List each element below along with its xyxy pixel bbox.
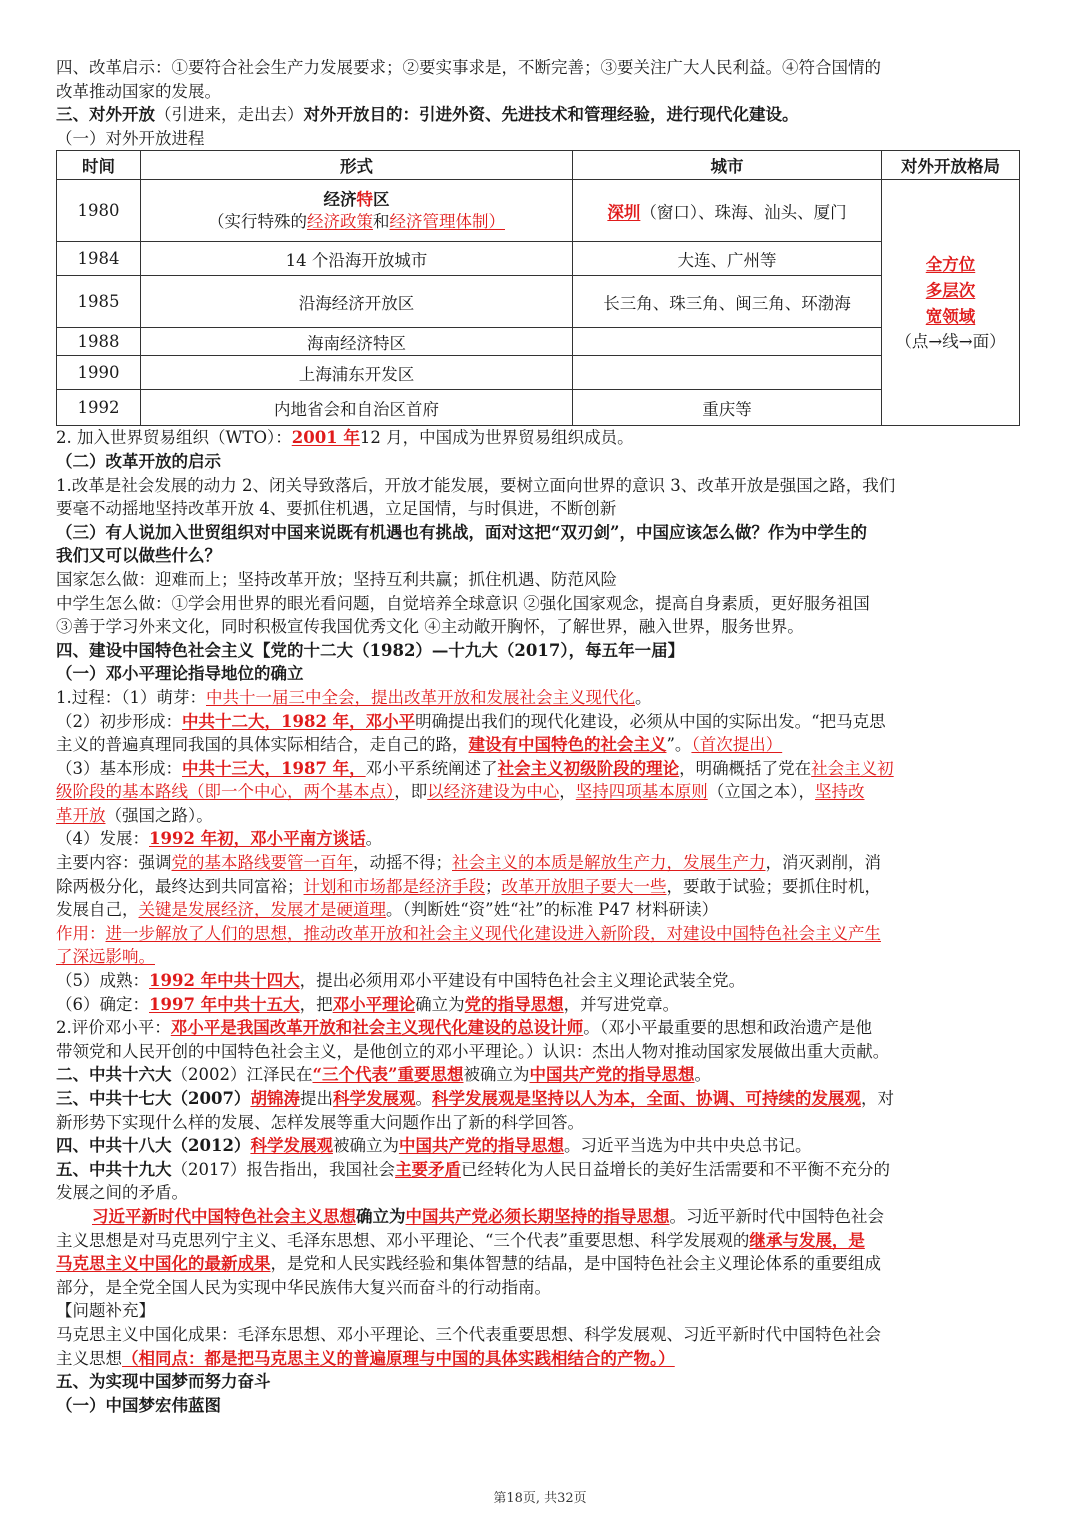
process-step-5: （5）成熟：1992 年中共十四大，提出必须用邓小平建设有中国特色社会主义理论武装全党。 — [56, 971, 746, 991]
page-number: 第18页, 共32页 — [493, 1491, 587, 1506]
main-content-line-3: 发展自己，关键是发展经济，发展才是硬道理。（判断姓“资”姓“社”的标准 P47 材料研读） — [56, 900, 719, 920]
process-step-3-end: 革开放（强国之路）。 — [56, 805, 213, 825]
congress-19-cont: 发展之间的矛盾。 — [56, 1183, 188, 1203]
form-cell: 经济特区 （实行特殊的经济政策和经济管理体制） — [141, 180, 573, 242]
table-row: 1990 上海浦东开发区 — [57, 356, 1020, 390]
process-step-2: （2）初步形成：中共十二大，1982 年，邓小平明确提出我们的现代化建设，必须从中国的实际出发。“把马克思 — [56, 711, 886, 731]
pattern-cell: 全方位 多层次 宽领域 （点→线→面） — [882, 180, 1020, 426]
process-step-4: （4）发展：1992 年初，邓小平南方谈话。 — [56, 829, 383, 849]
xi-thought-line-3: 马克思主义中国化的最新成果，是党和人民实践经验和集体智慧的结晶，是中国特色社会主义理论体系的重要组成 — [56, 1254, 881, 1274]
table-row: 1985 沿海经济开放区 长三角、珠三角、闽三角、环渤海 — [57, 276, 1020, 328]
col-header-time: 时间 — [57, 151, 141, 180]
process-step-1: 1.过程：（1）萌芽：中共十一届三中全会，提出改革开放和发展社会主义现代化。 — [56, 687, 652, 707]
process-step-3-cont: 级阶段的基本路线（即一个中心，两个基本点），即以经济建设为中心，坚持四项基本原则（立国之本），坚持改 — [56, 782, 865, 802]
col-header-city: 城市 — [573, 151, 882, 180]
table-row: 1988 海南经济特区 — [57, 328, 1020, 356]
heading-purpose: 对外开放目的：引进外资、先进技术和管理经验，进行现代化建设。 — [303, 105, 799, 125]
main-content-line-2: 除两极分化，最终达到共同富裕；计划和市场都是经济手段；改革开放胆子要大一些，要敢于试验；要抓住时机， — [56, 876, 881, 896]
student-answer-line-2: ③善于学习外来文化，同时积极宣传我国优秀文化 ④主动敞开胸怀，了解世界，融入世界，服务世界。 — [56, 617, 804, 637]
congress-16: 二、中共十六大（2002）江泽民在“三个代表”重要思想被确立为中国共产党的指导思想。 — [56, 1065, 711, 1085]
effect-line-2: 了深远影响。 — [56, 947, 155, 967]
chinese-dream-title: 五、为实现中国梦而努力奋斗 — [56, 1372, 271, 1392]
main-content-line-1: 主要内容：强调党的基本路线要管一百年，动摇不得；社会主义的本质是解放生产力，发展生产力，消灭剥削，消 — [56, 853, 881, 873]
page-content — [56, 56, 1022, 1417]
col-header-form: 形式 — [141, 151, 573, 180]
congress-17-cont: 新形势下实现什么样的发展、怎样发展等重大问题作出了新的科学回答。 — [56, 1112, 584, 1132]
congress-17: 三、中共十七大（2007）胡锦涛提出科学发展观。科学发展观是坚持以人为本，全面、协调、可持续的发展观，对 — [56, 1089, 894, 1108]
chinese-dream-subtitle: （一）中国梦宏伟蓝图 — [56, 1395, 221, 1415]
year-cell: 1980 — [57, 180, 141, 242]
deng-theory-title: （一）邓小平理论指导地位的确立 — [56, 664, 304, 684]
marxism-results-line-2: 主义思想（相同点：都是把马克思主义的普遍原理与中国的具体实践相结合的产物。） — [56, 1348, 675, 1368]
xi-thought-line-1: 习近平新时代中国特色社会主义思想确立为中国共产党必须长期坚持的指导思想。习近平新时代中国特色社会 — [92, 1206, 884, 1226]
xi-thought-line-2: 主义思想是对马克思列宁主义、毛泽东思想、邓小平理论、“三个代表”重要思想、科学发展观的继承与发展，是 — [56, 1230, 865, 1250]
table-row: 1984 14 个沿海开放城市 大连、广州等 — [57, 242, 1020, 276]
wto-line: 2. 加入世界贸易组织（WTO）：2001 年12 月，中国成为世界贸易组织成员。 — [56, 428, 634, 448]
opening-process-title: （一）对外开放进程 — [56, 128, 205, 148]
congress-19: 五、中共十九大（2017）报告指出，我国社会主要矛盾已经转化为人民日益增长的美好生活需要和不平衡不充分的 — [56, 1159, 890, 1179]
reform-insight-line-1: 四、改革启示：①要符合社会生产力发展要求；②要实事求是，不断完善；③要关注广大人民利益。④符合国情的 — [56, 58, 881, 77]
congress-18: 四、中共十八大（2012）科学发展观被确立为中国共产党的指导思想。习近平当选为中共中央总书记。 — [56, 1136, 812, 1156]
table-row: 1992 内地省会和自治区首府 重庆等 — [57, 390, 1020, 426]
heading-note: （引进来，走出去） — [155, 105, 304, 125]
process-step-6: （6）确定：1997 年中共十五大，把邓小平理论确立为党的指导思想，并写进党章。 — [56, 994, 680, 1014]
marxism-results-line-1: 马克思主义中国化成果：毛泽东思想、邓小平理论、三个代表重要思想、科学发展观、习近平新时代中国特色社会 — [56, 1324, 881, 1344]
col-header-pattern: 对外开放格局 — [882, 151, 1020, 180]
country-answer: 国家怎么做：迎难而上；坚持改革开放；坚持互利共赢；抓住机遇、防范风险 — [56, 569, 617, 589]
reform-lessons-line-2: 要毫不动摇地坚持改革开放 4、要抓住机遇，立足国情，与时俱进，不断创新 — [56, 499, 617, 519]
reform-insight-line-2: 改革推动国家的发展。 — [56, 81, 221, 101]
opening-up-heading — [56, 103, 1022, 127]
process-step-2-cont: 主义的普遍真理同我国的具体实际相结合，走自己的路，建设有中国特色的社会主义”。（首次提出） — [56, 735, 783, 755]
section-four-title: 四、建设中国特色社会主义【党的十二大（1982）—十九大（2017），每五年一届】 — [56, 640, 685, 660]
evaluate-deng-line-1: 2.评价邓小平：邓小平是我国改革开放和社会主义现代化建设的总设计师。（邓小平最重要的思想和政治遗产是他 — [56, 1018, 872, 1038]
wto-question-line-2: 我们又可以做些什么？ — [56, 546, 221, 566]
student-answer-line-1: 中学生怎么做：①学会用世界的眼光看问题，自觉培养全球意识 ②强化国家观念，提高自身素质，更好服务祖国 — [56, 593, 870, 613]
evaluate-deng-line-2: 带领党和人民开创的中国特色社会主义，是他创立的邓小平理论。）认识：杰出人物对推动国家发展做出重大贡献。 — [56, 1041, 890, 1061]
reform-lessons-line-1: 1.改革是社会发展的动力 2、闭关导致落后，开放才能发展，要树立面向世界的意识 3、改革开放是强国之路，我们 — [56, 475, 896, 495]
table-row — [57, 180, 1020, 242]
opening-process-table — [56, 150, 1020, 426]
xi-thought-line-4: 部分，是全党全国人民为实现中华民族伟大复兴而奋斗的行动指南。 — [56, 1277, 551, 1297]
effect-line-1: 作用：进一步解放了人们的思想，推动改革开放和社会主义现代化建设进入新阶段，对建设中国特色社会主义产生 — [56, 923, 881, 943]
process-step-3: （3）基本形成：中共十三大，1987 年，邓小平系统阐述了社会主义初级阶段的理论，明确概括了党在社会主义初 — [56, 758, 894, 778]
heading-text: 三、对外开放 — [56, 105, 155, 125]
reform-lessons-title: （二）改革开放的启示 — [56, 451, 221, 471]
city-cell: 深圳（窗口）、珠海、汕头、厦门 — [573, 180, 882, 242]
supplement-title: 【问题补充】 — [56, 1301, 155, 1321]
wto-question-line-1: （三）有人说加入世贸组织对中国来说既有机遇也有挑战，面对这把“双刃剑”，中国应该怎么做？作为中学生的 — [56, 522, 867, 542]
